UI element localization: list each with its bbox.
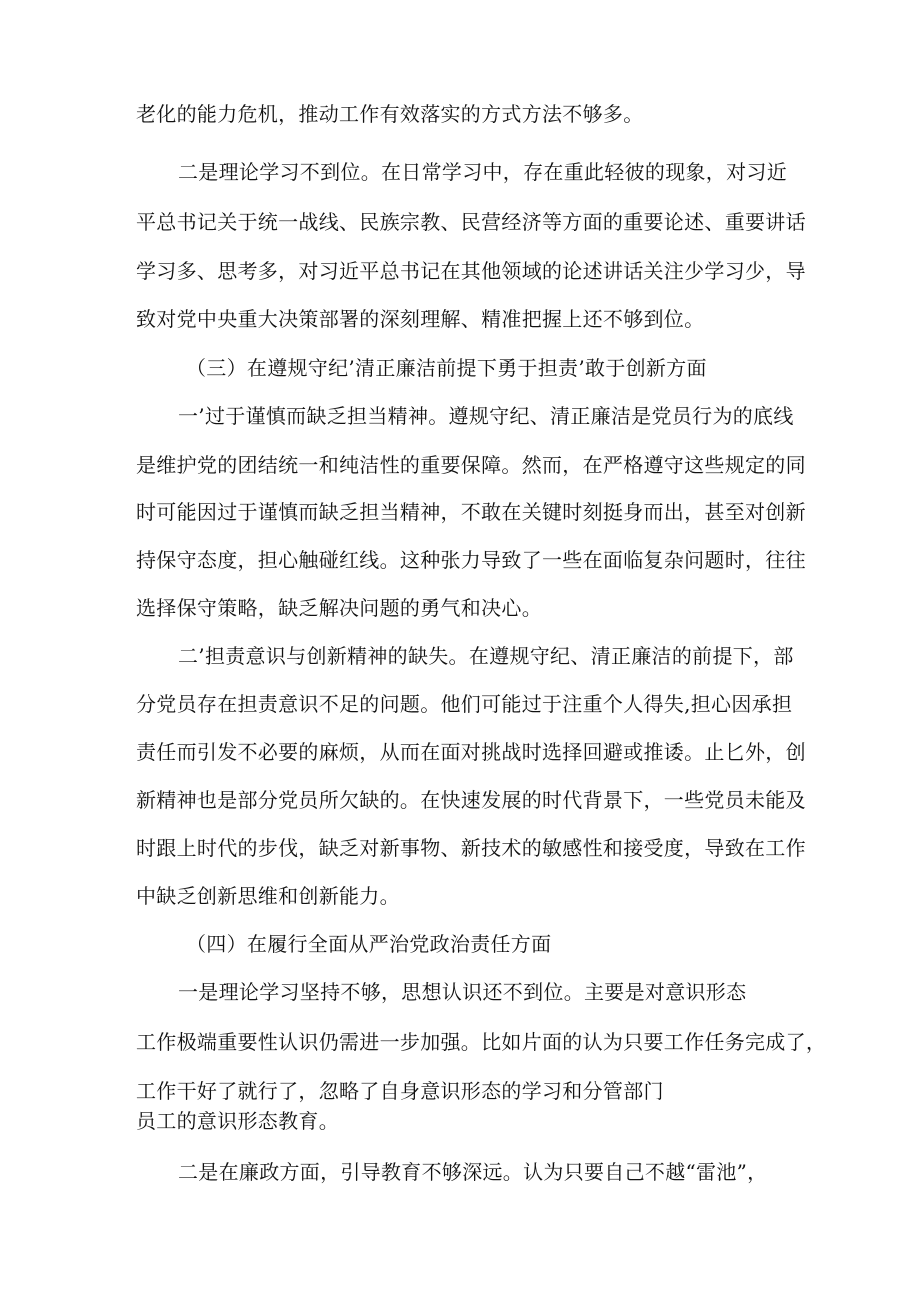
paragraph-line: 致对党中央重大决策部署的深刻理解、精准把握上还不够到位。 <box>136 307 705 331</box>
paragraph-line: 分党员存在担责意识不足的问题。他们可能过于注重个人得失,担心因承担 <box>136 692 793 716</box>
paragraph-line: 一’过于谨慎而缺乏担当精神。遵规守纪、清正廉洁是党员行为的底线 <box>178 404 794 428</box>
paragraph-line: 工作极端重要性认识仍需进一步加强。比如片面的认为只要工作任务完成了， <box>136 1030 827 1054</box>
paragraph-line: 一是理论学习坚持不够，思想认识还不到位。主要是对意识形态 <box>178 980 747 1004</box>
paragraph-line: 工作干好了就行了，忽略了自身意识形态的学习和分管部门 <box>136 1079 664 1103</box>
paragraph-line: 学习多、思考多，对习近平总书记在其他领域的论述讲话关注少学习少，导 <box>136 259 806 283</box>
paragraph-line: 持保守态度，担心触碰红线。这种张力导致了一些在面临复杂问题时，往往 <box>136 548 806 572</box>
paragraph-line: 时可能因过于谨慎而缺乏担当精神，不敢在关键时刻挺身而出，甚至对创新 <box>136 500 806 524</box>
paragraph-line: 新精神也是部分党员所欠缺的。在快速发展的时代背景下，一些党员未能及 <box>136 788 806 812</box>
paragraph-line: 平总书记关于统一战线、民族宗教、民营经济等方面的重要论述、重要讲话 <box>136 210 806 234</box>
paragraph-line: 老化的能力危机，推动工作有效落实的方式方法不够多。 <box>136 102 644 126</box>
paragraph-line: 责任而引发不必要的麻烦，从而在面对挑战时选择回避或推诿。止匕外，创 <box>136 740 806 764</box>
paragraph-line: 选择保守策略，缺乏解决问题的勇气和决心。 <box>136 596 542 620</box>
section-heading: （三）在遵规守纪’清正廉洁前提下勇于担责’敢于创新方面 <box>186 356 707 380</box>
paragraph-line: 是维护党的团结统一和纯洁性的重要保障。然而，在严格遵守这些规定的同 <box>136 453 806 477</box>
paragraph-line: 时跟上时代的步伐，缺乏对新事物、新技术的敏感性和接受度，导致在工作 <box>136 836 806 860</box>
paragraph-line: 二是理论学习不到位。在日常学习中，存在重此轻彼的现象，对习近 <box>178 160 787 184</box>
paragraph-line: 员工的意识形态教育。 <box>136 1109 339 1133</box>
paragraph-line: 二’担责意识与创新精神的缺失。在遵规守纪、清正廉洁的前提下，部 <box>178 644 794 668</box>
section-heading: （四）在履行全面从严治党政治责任方面 <box>186 932 552 956</box>
paragraph-line: 二是在廉政方面，引导教育不够深远。认为只要自己不越“雷池”， <box>178 1160 768 1184</box>
paragraph-line: 中缺乏创新思维和创新能力。 <box>136 884 400 908</box>
